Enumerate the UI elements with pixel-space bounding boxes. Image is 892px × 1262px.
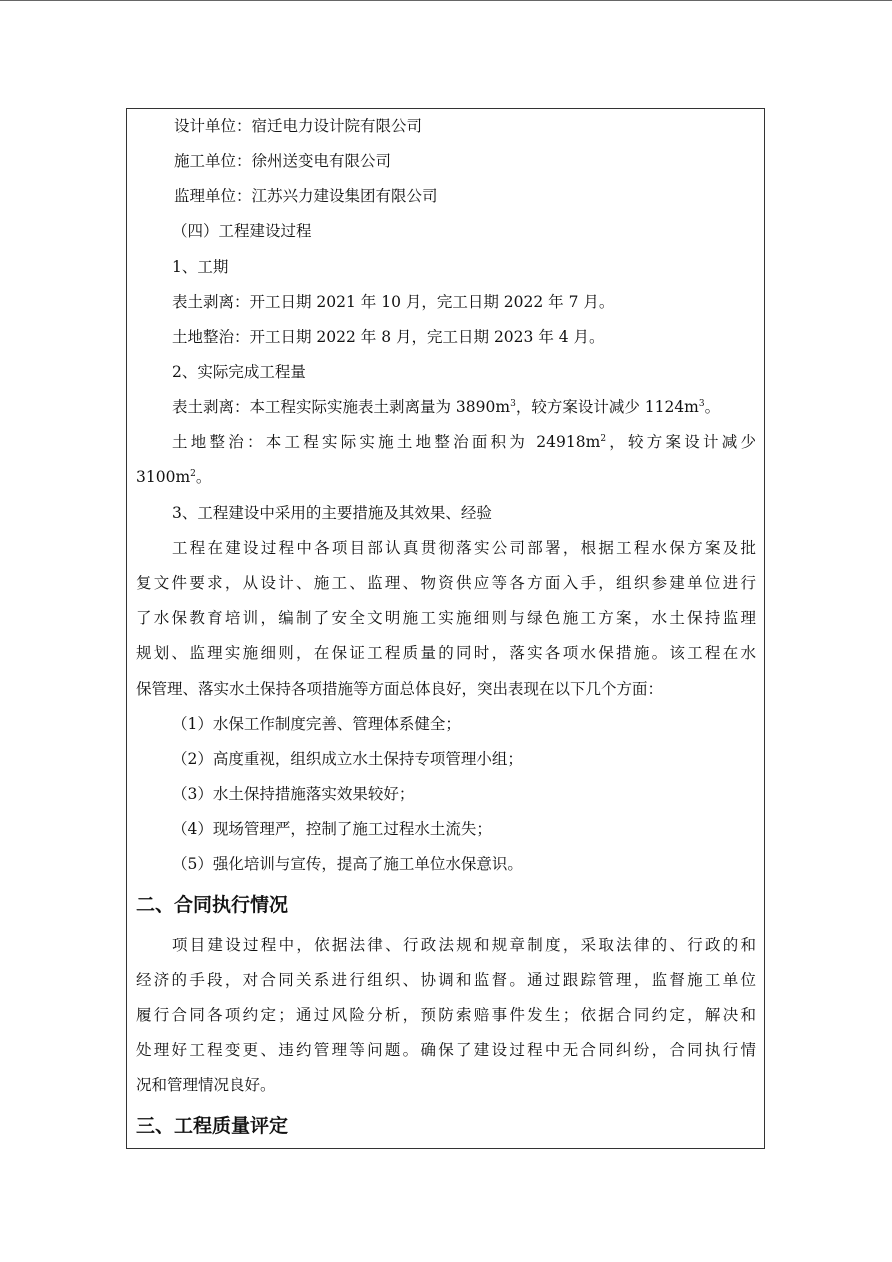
- contract-paragraph-line: 经济的手段，对合同关系进行组织、协调和监督。通过跟踪管理，监督施工单位: [136, 971, 756, 989]
- list-item: （3）水土保持措施落实效果较好；: [172, 785, 415, 803]
- superscript-2: 2: [600, 434, 607, 444]
- land-quantity-a: 土地整治：本工程实际实施土地整治面积为 24918m: [172, 433, 601, 451]
- topsoil-period: 表土剥离：开工日期 2021 年 10 月，完工日期 2022 年 7 月。: [172, 293, 615, 311]
- quantity-title: 2、实际完成工程量: [172, 363, 306, 381]
- land-period: 土地整治：开工日期 2022 年 8 月，完工日期 2023 年 4 月。: [172, 328, 605, 346]
- topsoil-quantity: [172, 397, 720, 417]
- design-unit: 设计单位：宿迁电力设计院有限公司: [174, 117, 423, 135]
- construction-unit: 施工单位：徐州送变电有限公司: [174, 152, 392, 170]
- contract-paragraph-line: 项目建设过程中，依据法律、行政法规和规章制度，采取法律的、行政的和: [172, 936, 756, 954]
- section4-title: （四）工程建设过程: [172, 222, 312, 240]
- top-rule: [0, 0, 892, 1]
- topsoil-quantity-c: 。: [704, 398, 721, 416]
- contract-paragraph-line: 处理好工程变更、违约管理等问题。确保了建设过程中无合同纠纷，合同执行情: [136, 1041, 756, 1059]
- superscript-3: 3: [698, 399, 705, 409]
- topsoil-quantity-a: 表土剥离：本工程实际实施表土剥离量为 3890m: [172, 398, 511, 416]
- measures-paragraph-line: 规划、监理实施细则，在保证工程质量的同时，落实各项水保措施。该工程在水: [136, 644, 756, 662]
- measures-paragraph-line: 保管理、落实水土保持各项措施等方面总体良好，突出表现在以下几个方面：: [136, 680, 664, 698]
- contract-paragraph-line: 况和管理情况良好。: [136, 1076, 276, 1094]
- measures-paragraph-line: 了水保教育培训，编制了安全文明施工实施细则与绿色施工方案，水土保持监理: [136, 609, 756, 627]
- land-quantity-cont: [136, 467, 211, 487]
- period-title: 1、工期: [172, 258, 229, 276]
- list-item: （2）高度重视，组织成立水土保持专项管理小组；: [172, 750, 523, 768]
- section3-heading: 三、工程质量评定: [136, 1115, 289, 1137]
- section2-heading: 二、合同执行情况: [136, 894, 289, 916]
- superscript-3: 3: [510, 399, 516, 409]
- measures-paragraph-line: 工程在建设过程中各项目部认真贯彻落实公司部署，根据工程水保方案及批: [172, 539, 756, 557]
- measures-title: 3、工程建设中采用的主要措施及其效果、经验: [172, 504, 492, 522]
- topsoil-quantity-b: ，较方案设计减少 1124m: [515, 398, 699, 416]
- land-quantity: [172, 432, 756, 452]
- supervision-unit: 监理单位：江苏兴力建设集团有限公司: [174, 187, 438, 205]
- land-quantity-d: 。: [195, 468, 212, 486]
- superscript-2: 2: [190, 469, 196, 479]
- list-item: （4）现场管理严，控制了施工过程水土流失；: [172, 820, 492, 838]
- land-quantity-b: ，较方案设计减少: [606, 433, 756, 451]
- measures-paragraph-line: 复文件要求，从设计、施工、监理、物资供应等各方面入手，组织参建单位进行: [136, 574, 756, 592]
- list-item: （5）强化培训与宣传，提高了施工单位水保意识。: [172, 855, 523, 873]
- land-quantity-c: 3100m: [136, 468, 191, 486]
- list-item: （1）水保工作制度完善、管理体系健全；: [172, 715, 461, 733]
- contract-paragraph-line: 履行合同各项约定；通过风险分析，预防索赔事件发生；依据合同约定，解决和: [136, 1006, 756, 1024]
